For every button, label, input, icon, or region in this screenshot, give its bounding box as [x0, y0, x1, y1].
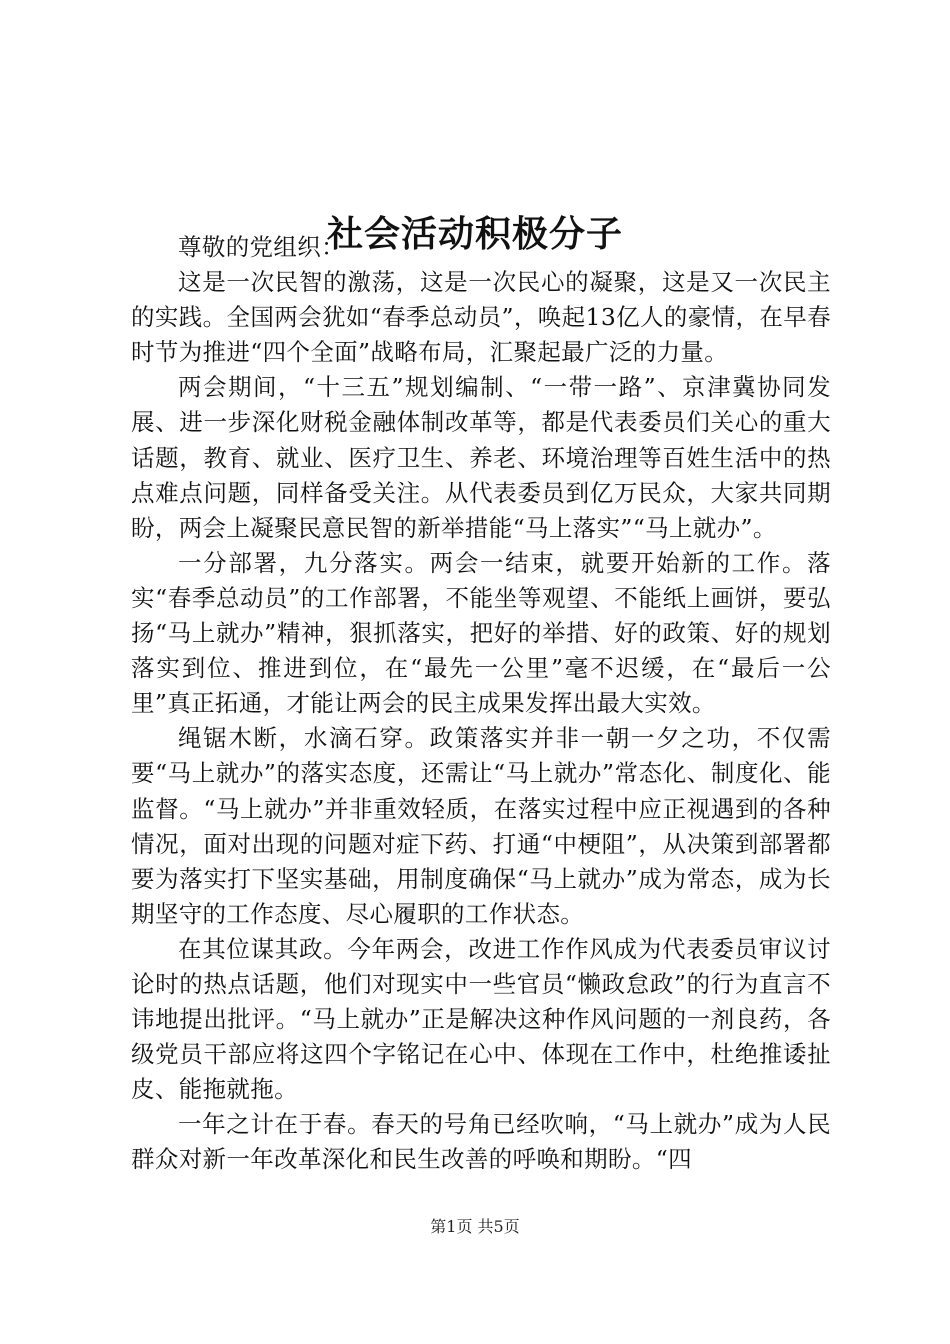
document-title: 社会活动积极分子 — [326, 213, 623, 256]
body-paragraph: 在其位谋其政。今年两会，改进工作作风成为代表委员审议讨论时的热点话题，他们对现实中一些官员“懒政怠政”的行为直言不讳地提出批评。“马上就办”正是解决这种作风问题的一剂良药，各级党员干部应将这四个字铭记在心中、体现在工作中，杜绝推诿扯皮、能拖就拖。 — [131, 934, 831, 1104]
page-footer: 第1页 共5页 — [430, 1217, 520, 1236]
body-paragraph: 一年之计在于春。春天的号角已经吹响，“马上就办”成为人民群众对新一年改革深化和民生改善的呼唤和期盼。“四 — [131, 1110, 831, 1174]
body-paragraph: 绳锯木断，水滴石穿。政策落实并非一朝一夕之功，不仅需要“马上就办”的落实态度，还需让“马上就办”常态化、制度化、能监督。“马上就办”并非重效轻质，在落实过程中应正视遇到的各种情况，面对出现的问题对症下药、打通“中梗阻”，从决策到部署都要为落实打下坚实基础，用制度确保“马上就办”成为常态，成为长期坚守的工作态度、尽心履职的工作状态。 — [131, 724, 831, 928]
greeting-line: 尊敬的党组织： — [178, 233, 345, 261]
document-body — [131, 230, 831, 1178]
body-paragraph: 一分部署，九分落实。两会一结束，就要开始新的工作。落实“春季总动员”的工作部署，不能坐等观望、不能纸上画饼，要弘扬“马上就办”精神，狠抓落实，把好的举措、好的政策、好的规划落实到位、推进到位，在“最先一公里”毫不迟缓，在“最后一公里”真正拓通，才能让两会的民主成果发挥出最大实效。 — [131, 548, 831, 718]
body-paragraph: 两会期间，“十三五”规划编制、“一带一路”、京津冀协同发展、进一步深化财税金融体制改革等，都是代表委员们关心的重大话题，教育、就业、医疗卫生、养老、环境治理等百姓生活中的热点难点问题，同样备受关注。从代表委员到亿万民众，大家共同期盼，两会上凝聚民意民智的新举措能“马上落实”“马上就办”。 — [131, 373, 831, 542]
body-paragraph: 这是一次民智的激荡，这是一次民心的凝聚，这是又一次民主的实践。全国两会犹如“春季总动员”，唤起13亿人的豪情，在早春时节为推进“四个全面”战略布局，汇聚起最广泛的力量。 — [131, 268, 831, 367]
